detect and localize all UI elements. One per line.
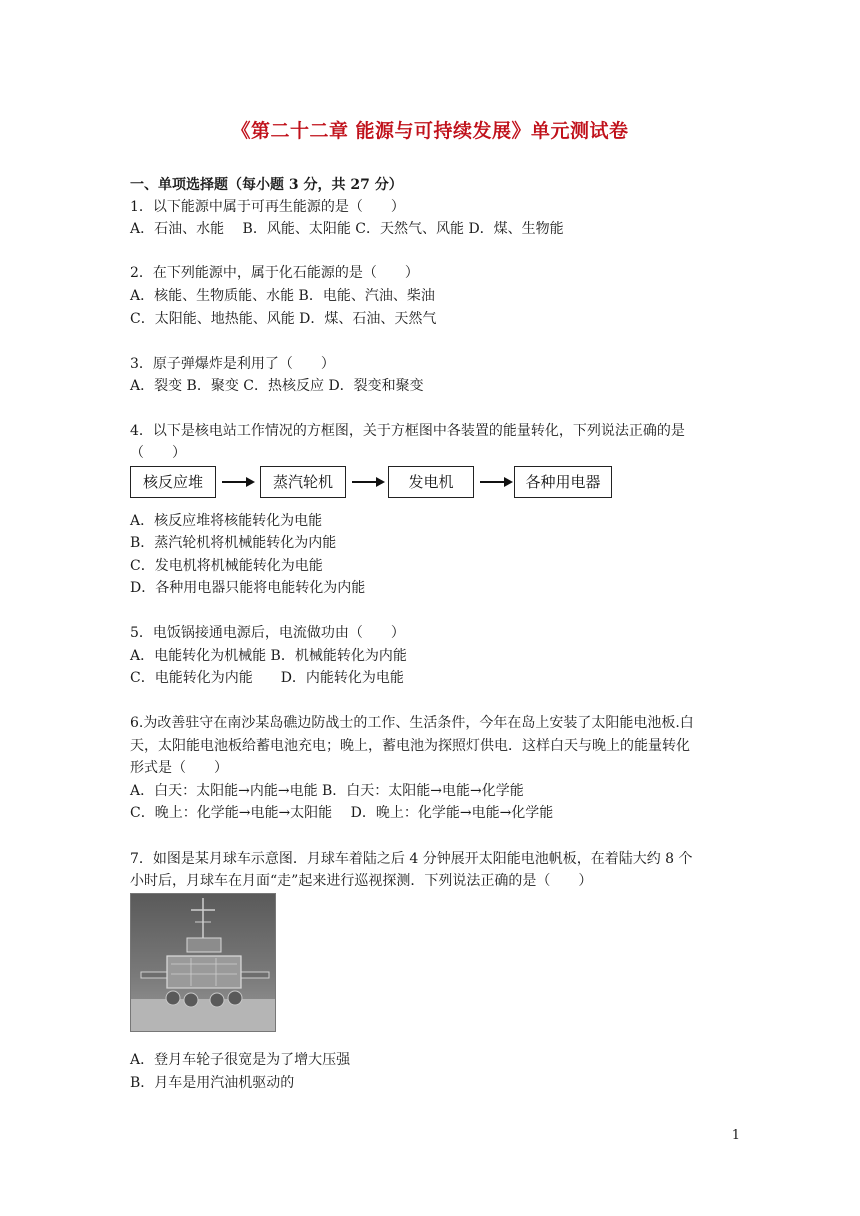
nuclear-plant-flow-diagram [130,466,614,500]
question-2-stem: 2．在下列能源中，属于化石能源的是（ ） [130,265,419,281]
question-7-stem-line-2: 小时后，月球车在月面“走”起来进行巡视探测．下列说法正确的是（ ） [130,873,593,889]
question-4-option-d: D．各种用电器只能将电能转化为内能 [130,580,366,596]
question-7-option-b: B．月车是用汽油机驱动的 [130,1075,295,1091]
question-6-stem-line-1: 6.为改善驻守在南沙某岛礁边防战士的工作、生活条件，今年在岛上安装了太阳能电池板.白 [130,715,694,731]
flow-arrow-icon [478,474,514,490]
question-7-option-a: A．登月车轮子很宽是为了增大压强 [130,1052,351,1068]
question-4-stem-line-1: 4．以下是核电站工作情况的方框图，关于方框图中各装置的能量转化，下列说法正确的是 [130,423,685,439]
question-4-stem-line-2: （ ） [130,445,186,461]
question-6-options-row-2: C．晚上：化学能→电能→太阳能 D．晚上：化学能→电能→化学能 [130,805,554,821]
flow-box-reactor: 核反应堆 [130,466,216,498]
question-6-stem-line-2: 天，太阳能电池板给蓄电池充电；晚上，蓄电池为探照灯供电．这样白天与晚上的能量转化 [130,738,690,754]
question-5-stem: 5．电饭锅接通电源后，电流做功由（ ） [130,625,405,641]
question-1-stem: 1．以下能源中属于可再生能源的是（ ） [130,199,405,215]
question-1-options: A．石油、水能 B．风能、太阳能 C．天然气、风能 D．煤、生物能 [130,221,564,237]
lunar-rover-photo [130,893,276,1032]
flow-arrow-icon [220,474,256,490]
question-6-stem-line-3: 形式是（ ） [130,760,228,776]
question-3-options: A．裂变 B．聚变 C．热核反应 D．裂变和聚变 [130,378,424,394]
question-3-stem: 3．原子弹爆炸是利用了（ ） [130,356,335,372]
question-4-option-a: A．核反应堆将核能转化为电能 [130,513,323,529]
page-number: 1 [731,1128,740,1143]
flow-box-steam-turbine: 蒸汽轮机 [260,466,346,498]
flow-box-appliances: 各种用电器 [514,466,612,498]
question-5-options-row-1: A．电能转化为机械能 B．机械能转化为内能 [130,648,407,664]
flow-arrow-icon [350,474,386,490]
question-7-stem-line-1: 7．如图是某月球车示意图．月球车着陆之后 4 分钟展开太阳能电池帆板，在着陆大约 8 个 [130,851,693,867]
question-4-option-b: B．蒸汽轮机将机械能转化为内能 [130,535,337,551]
page-title: 《第二十二章 能源与可持续发展》单元测试卷 [231,120,629,142]
question-6-options-row-1: A．白天：太阳能→内能→电能 B．白天：太阳能→电能→化学能 [130,783,524,799]
question-4-option-c: C．发电机将机械能转化为电能 [130,558,323,574]
section-heading: 一、单项选择题（每小题 3 分，共 27 分） [130,177,403,193]
question-2-options-row-2: C．太阳能、地热能、风能 D．煤、石油、天然气 [130,311,437,327]
question-2-options-row-1: A．核能、生物质能、水能 B．电能、汽油、柴油 [130,288,435,304]
flow-box-generator: 发电机 [388,466,474,498]
question-5-options-row-2: C．电能转化为内能 D．内能转化为电能 [130,670,404,686]
